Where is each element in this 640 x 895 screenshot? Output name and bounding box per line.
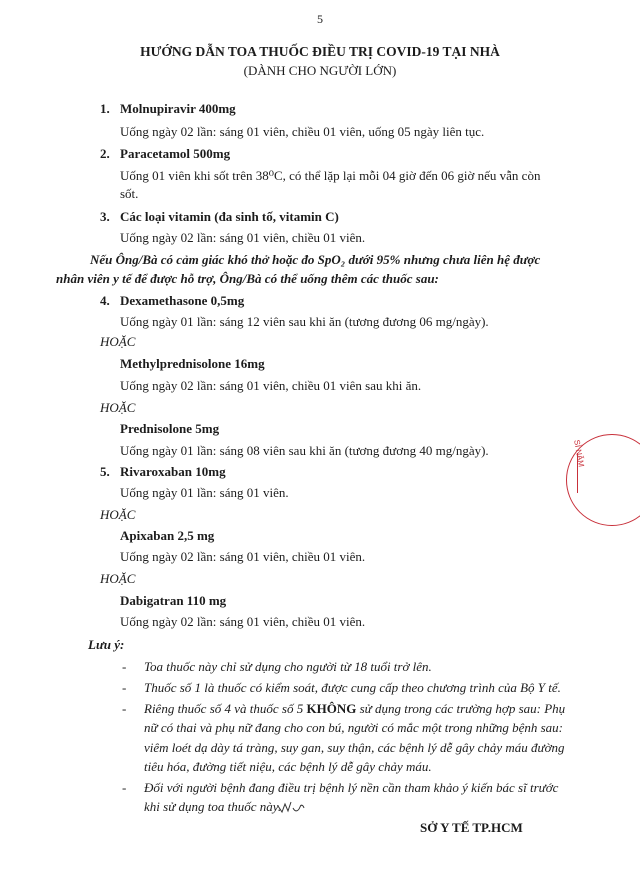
note-3-bold: KHÔNG: [306, 701, 357, 716]
bullet-dash: -: [122, 659, 127, 674]
handwritten-initials-icon: [276, 796, 306, 816]
item-1-name: Molnupiravir 400mg: [120, 101, 236, 116]
or-label: HOẶC: [100, 334, 136, 349]
bullet-dash: -: [122, 680, 127, 695]
item-3-dose: Uống ngày 02 lần: sáng 01 viên, chiều 01 viên.: [120, 230, 366, 245]
alt-5a-name: Apixaban 2,5 mg: [120, 528, 215, 543]
item-2-dose-line1: Uống 01 viên khi sốt trên 38⁰C, có thể lặp lại mỗi 04 giờ đến 06 giờ nếu vẫn còn: [120, 168, 541, 183]
item-4-dose: Uống ngày 01 lần: sáng 12 viên sau khi ăn (tương đương 06 mg/ngày).: [120, 314, 489, 329]
alt-4a-dose: Uống ngày 02 lần: sáng 01 viên, chiều 01 viên sau khi ăn.: [120, 378, 422, 393]
note-2: Thuốc số 1 là thuốc có kiểm soát, được cung cấp theo chương trình của Bộ Y tế.: [144, 680, 561, 695]
item-2-dose-line2: sốt.: [120, 186, 139, 201]
note-3-pre: Riêng thuốc số 4 và thuốc số 5: [144, 701, 307, 716]
item-1-number: 1.: [100, 101, 110, 116]
alt-5b-dose: Uống ngày 02 lần: sáng 01 viên, chiều 01 viên.: [120, 614, 366, 629]
item-3-number: 3.: [100, 209, 110, 224]
note-4-line1: Đối với người bệnh đang điều trị bệnh lý nền cần tham khảo ý kiến bác sĩ trước: [144, 780, 559, 795]
alt-4a-name: Methylprednisolone 16mg: [120, 356, 265, 371]
document-subtitle: (DÀNH CHO NGƯỜI LỚN): [243, 63, 397, 78]
stamp-text: SỈ NĂM: [572, 439, 586, 468]
item-2-number: 2.: [100, 146, 110, 161]
or-label: HOẶC: [100, 507, 136, 522]
page-number: 5: [317, 12, 323, 26]
note-3-post: sử dụng trong các trường hợp sau: Phụ: [356, 701, 566, 716]
item-3-name: Các loại vitamin (đa sinh tố, vitamin C): [120, 209, 339, 224]
conditional-note-line1: Nếu Ông/Bà có cảm giác khó thở hoặc đo SpO₂ dưới 95% nhưng chưa liên hệ được: [90, 252, 541, 267]
alt-5a-dose: Uống ngày 02 lần: sáng 01 viên, chiều 01 viên.: [120, 549, 366, 564]
item-5-number: 5.: [100, 464, 110, 479]
bullet-dash: -: [122, 701, 127, 716]
or-label: HOẶC: [100, 400, 136, 415]
note-3-line3: viêm loét dạ dày tá tràng, suy gan, suy thận, các bệnh lý dễ gây chảy máu đường: [144, 740, 565, 755]
item-4-name: Dexamethasone 0,5mg: [120, 293, 245, 308]
note-1: Toa thuốc này chỉ sử dụng cho người từ 18 tuổi trở lên.: [144, 659, 432, 674]
red-stamp-icon: [566, 434, 640, 526]
or-label: HOẶC: [100, 571, 136, 586]
notes-label: Lưu ý:: [88, 637, 125, 652]
alt-4b-name: Prednisolone 5mg: [120, 421, 220, 436]
note-3-line4: tiêu hóa, đường tiết niệu, các bệnh lý dễ gây chảy máu.: [144, 759, 432, 774]
note-3-line1: [144, 701, 565, 717]
item-5-name: Rivaroxaban 10mg: [120, 464, 226, 479]
alt-4b-dose: Uống ngày 01 lần: sáng 08 viên sau khi ăn (tương đương 40 mg/ngày).: [120, 443, 489, 458]
item-1-dose: Uống ngày 02 lần: sáng 01 viên, chiều 01 viên, uống 05 ngày liên tục.: [120, 124, 485, 139]
document-title: HƯỚNG DẪN TOA THUỐC ĐIỀU TRỊ COVID-19 TẠI NHÀ: [140, 44, 500, 59]
item-5-dose: Uống ngày 01 lần: sáng 01 viên.: [120, 485, 289, 500]
conditional-note-line2: nhân viên y tế để được hỗ trợ, Ông/Bà có thể uống thêm các thuốc sau:: [56, 271, 439, 286]
bullet-dash: -: [122, 780, 127, 795]
note-3-line2: nữ có thai và phụ nữ đang cho con bú, người có mắc một trong những bệnh sau:: [144, 720, 563, 735]
note-4-line2: khi sử dụng toa thuốc này.: [144, 799, 282, 814]
item-4-number: 4.: [100, 293, 110, 308]
alt-5b-name: Dabigatran 110 mg: [120, 593, 227, 608]
signature-organization: SỞ Y TẾ TP.HCM: [420, 820, 523, 835]
item-2-name: Paracetamol 500mg: [120, 146, 231, 161]
